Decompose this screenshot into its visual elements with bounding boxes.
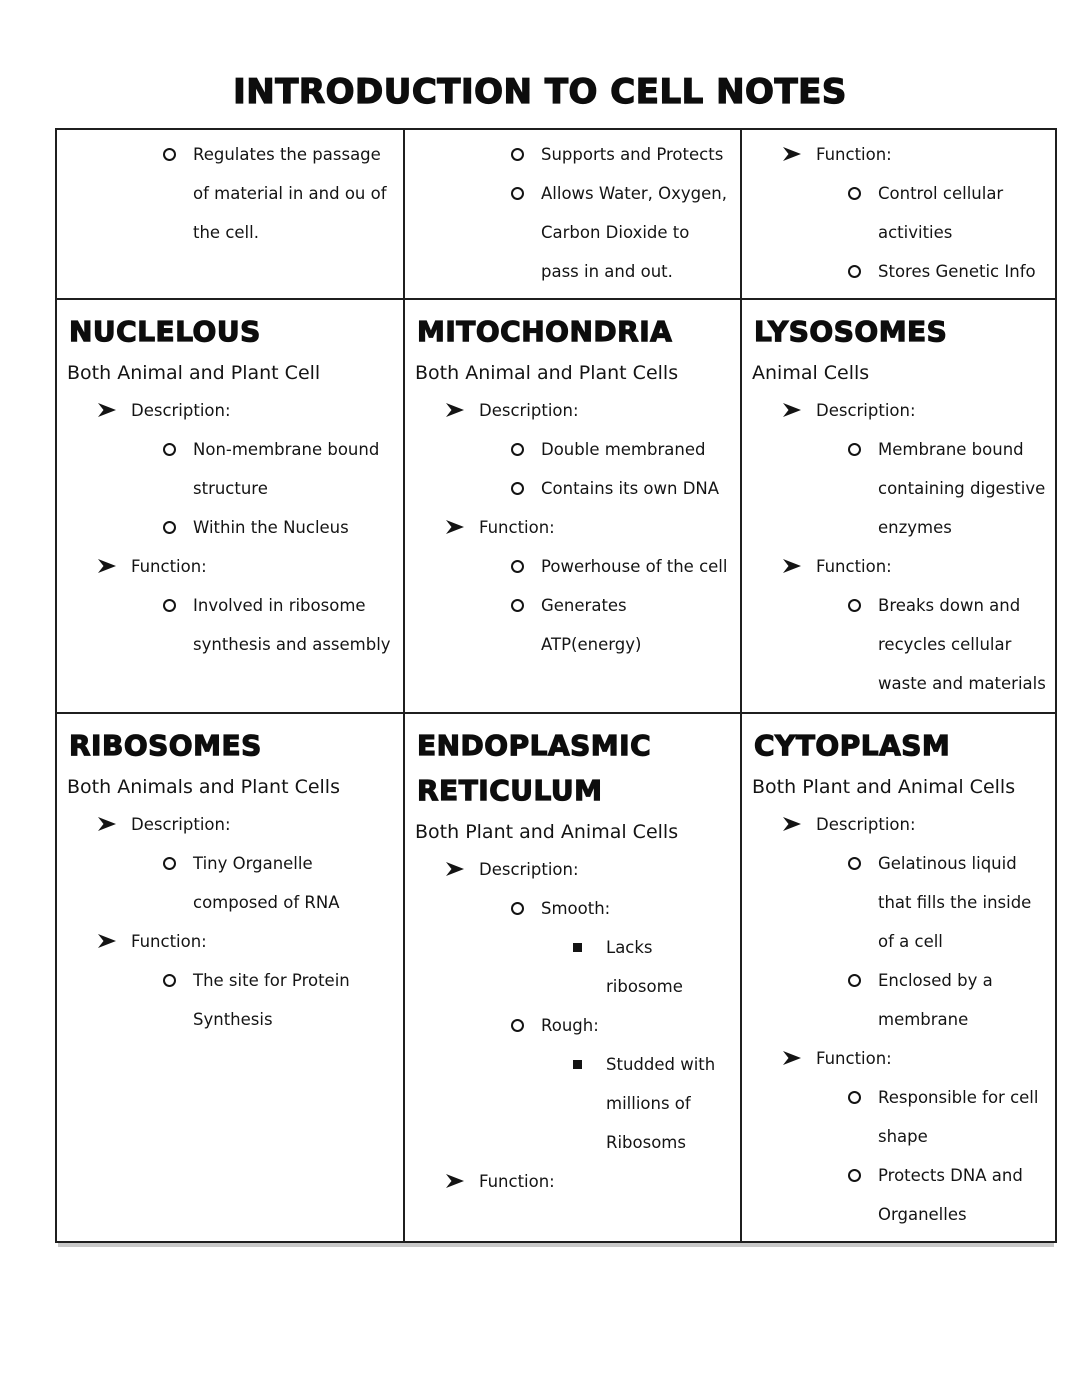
list-item: [67, 922, 395, 961]
list-item-text: Powerhouse of the cell: [541, 557, 728, 577]
notes-table: [55, 128, 1057, 1243]
list-item: [752, 430, 1047, 547]
list-item: [415, 174, 732, 291]
arrowhead-bullet-icon: [782, 816, 802, 832]
list-item: [752, 391, 1047, 430]
list-item: [415, 430, 732, 469]
list-item: [67, 844, 395, 922]
cell-heading: RIBOSOMES: [69, 729, 262, 762]
list-item: [752, 252, 1047, 291]
list-item-text: Tiny Organelle composed of RNA: [193, 854, 340, 913]
list-item-text: Generates ATP(energy): [541, 596, 642, 655]
circle-bullet-icon: [163, 521, 176, 534]
square-bullet-icon: [573, 1060, 582, 1069]
list-item: [752, 1078, 1047, 1156]
circle-bullet-icon: [848, 187, 861, 200]
list-item: [67, 430, 395, 508]
cell-subtitle: Both Animal and Plant Cells: [415, 361, 679, 384]
list-item-text: Control cellular activities: [878, 184, 1004, 242]
list-item-text: Function:: [816, 557, 892, 577]
list-item: [752, 805, 1047, 844]
cell-subtitle: Both Plant and Animal Cells: [752, 775, 1016, 798]
circle-bullet-icon: [511, 187, 524, 200]
list-item: [415, 508, 732, 547]
list-item: [752, 547, 1047, 586]
arrowhead-bullet-icon: [97, 933, 117, 949]
list-item-text: Allows Water, Oxygen, Carbon Dioxide to pass in and out.: [541, 184, 727, 281]
arrowhead-bullet-icon: [782, 402, 802, 418]
circle-bullet-icon: [511, 443, 524, 456]
list-item-text: Double membraned: [541, 440, 706, 460]
list-item: [752, 844, 1047, 961]
list-item: [67, 391, 395, 430]
table-cell: [57, 130, 405, 300]
list-item: [67, 805, 395, 844]
list-item: [415, 547, 732, 586]
list-item-text: Involved in ribosome synthesis and assembly: [193, 596, 391, 655]
circle-bullet-icon: [511, 482, 524, 495]
arrowhead-bullet-icon: [97, 558, 117, 574]
table-cell: [405, 300, 742, 714]
arrowhead-bullet-icon: [445, 1173, 465, 1189]
circle-bullet-icon: [511, 599, 524, 612]
list-item-text: Function:: [816, 145, 892, 164]
list-item-text: Lacks ribosome: [606, 937, 683, 996]
table-cell: [405, 130, 742, 300]
cell-heading: ENDOPLASMIC RETICULUM: [417, 729, 652, 807]
arrowhead-bullet-icon: [445, 519, 465, 535]
list-item: [415, 1045, 732, 1162]
table-cell: [405, 714, 742, 1241]
list-item-text: Responsible for cell shape: [878, 1088, 1039, 1147]
list-item-text: Protects DNA and Organelles: [878, 1166, 1023, 1225]
circle-bullet-icon: [848, 974, 861, 987]
list-item-text: Function:: [479, 1171, 555, 1191]
list-item: [415, 1006, 732, 1045]
list-item: [415, 135, 732, 174]
list-item-text: Non-membrane bound structure: [193, 440, 380, 499]
list-item-text: Contains its own DNA: [541, 479, 720, 499]
list-item-text: Function:: [816, 1049, 892, 1069]
list-item-text: Description:: [816, 815, 916, 835]
circle-bullet-icon: [163, 857, 176, 870]
circle-bullet-icon: [848, 1091, 861, 1104]
list-item: [67, 508, 395, 547]
circle-bullet-icon: [511, 1019, 524, 1032]
list-item-text: Breaks down and recycles cellular waste and materials: [878, 596, 1046, 694]
circle-bullet-icon: [163, 148, 176, 161]
cell-heading: MITOCHONDRIA: [417, 315, 673, 348]
circle-bullet-icon: [848, 265, 861, 278]
arrowhead-bullet-icon: [445, 861, 465, 877]
circle-bullet-icon: [848, 857, 861, 870]
cell-subtitle: Both Animals and Plant Cells: [67, 775, 340, 798]
arrowhead-bullet-icon: [97, 816, 117, 832]
circle-bullet-icon: [848, 599, 861, 612]
cell-heading: CYTOPLASM: [754, 729, 951, 762]
circle-bullet-icon: [511, 148, 524, 161]
list-item-text: Studded with millions of Ribosoms: [606, 1054, 716, 1152]
list-item: [415, 850, 732, 889]
list-item-text: The site for Protein Synthesis: [193, 971, 350, 1030]
circle-bullet-icon: [163, 974, 176, 987]
list-item: [752, 1039, 1047, 1078]
circle-bullet-icon: [511, 560, 524, 573]
list-item-text: Membrane bound containing digestive enzymes: [878, 440, 1046, 538]
list-item-text: Description:: [479, 859, 579, 879]
table-cell: [57, 714, 405, 1241]
arrowhead-bullet-icon: [782, 146, 802, 162]
list-item: [415, 928, 732, 1006]
list-item-text: Supports and Protects: [541, 145, 724, 164]
page-title: INTRODUCTION TO CELL NOTES: [233, 72, 847, 112]
list-item: [67, 135, 395, 252]
list-item: [752, 586, 1047, 703]
list-item: [67, 547, 395, 586]
list-item: [67, 961, 395, 1039]
arrowhead-bullet-icon: [445, 402, 465, 418]
list-item: [752, 1156, 1047, 1234]
arrowhead-bullet-icon: [782, 558, 802, 574]
list-item: [415, 889, 732, 928]
list-item-text: Function:: [131, 932, 207, 952]
list-item-text: Description:: [131, 815, 231, 835]
list-item-text: Enclosed by a membrane: [878, 971, 993, 1030]
list-item-text: Regulates the passage of material in and ou of the cell.: [193, 145, 387, 242]
table-cell: [742, 130, 1055, 300]
list-item-text: Description:: [131, 401, 231, 421]
cell-heading: LYSOSOMES: [754, 315, 948, 348]
list-item-text: Description:: [479, 401, 579, 421]
circle-bullet-icon: [848, 1169, 861, 1182]
square-bullet-icon: [573, 943, 582, 952]
circle-bullet-icon: [163, 443, 176, 456]
list-item-text: Function:: [131, 557, 207, 577]
table-cell: [57, 300, 405, 714]
list-item-text: Gelatinous liquid that fills the inside of a cell: [878, 854, 1032, 952]
cell-subtitle: Animal Cells: [752, 361, 870, 384]
cell-subtitle: Both Animal and Plant Cell: [67, 361, 321, 384]
list-item-text: Rough:: [541, 1015, 599, 1035]
list-item: [415, 586, 732, 664]
list-item-text: Function:: [479, 518, 555, 538]
cell-heading: NUCLELOUS: [69, 315, 261, 348]
list-item: [415, 1162, 732, 1201]
list-item-text: Smooth:: [541, 898, 611, 918]
list-item: [415, 469, 732, 508]
list-item: [415, 391, 732, 430]
circle-bullet-icon: [848, 443, 861, 456]
list-item-text: Stores Genetic Info: [878, 262, 1036, 281]
table-cell: [742, 714, 1055, 1241]
arrowhead-bullet-icon: [782, 1050, 802, 1066]
list-item: [752, 961, 1047, 1039]
table-cell: [742, 300, 1055, 714]
list-item: [752, 135, 1047, 174]
list-item-text: Within the Nucleus: [193, 518, 349, 538]
arrowhead-bullet-icon: [97, 402, 117, 418]
circle-bullet-icon: [511, 902, 524, 915]
list-item: [67, 586, 395, 664]
cell-subtitle: Both Plant and Animal Cells: [415, 820, 679, 843]
list-item: [752, 174, 1047, 252]
list-item-text: Description:: [816, 401, 916, 421]
circle-bullet-icon: [163, 599, 176, 612]
